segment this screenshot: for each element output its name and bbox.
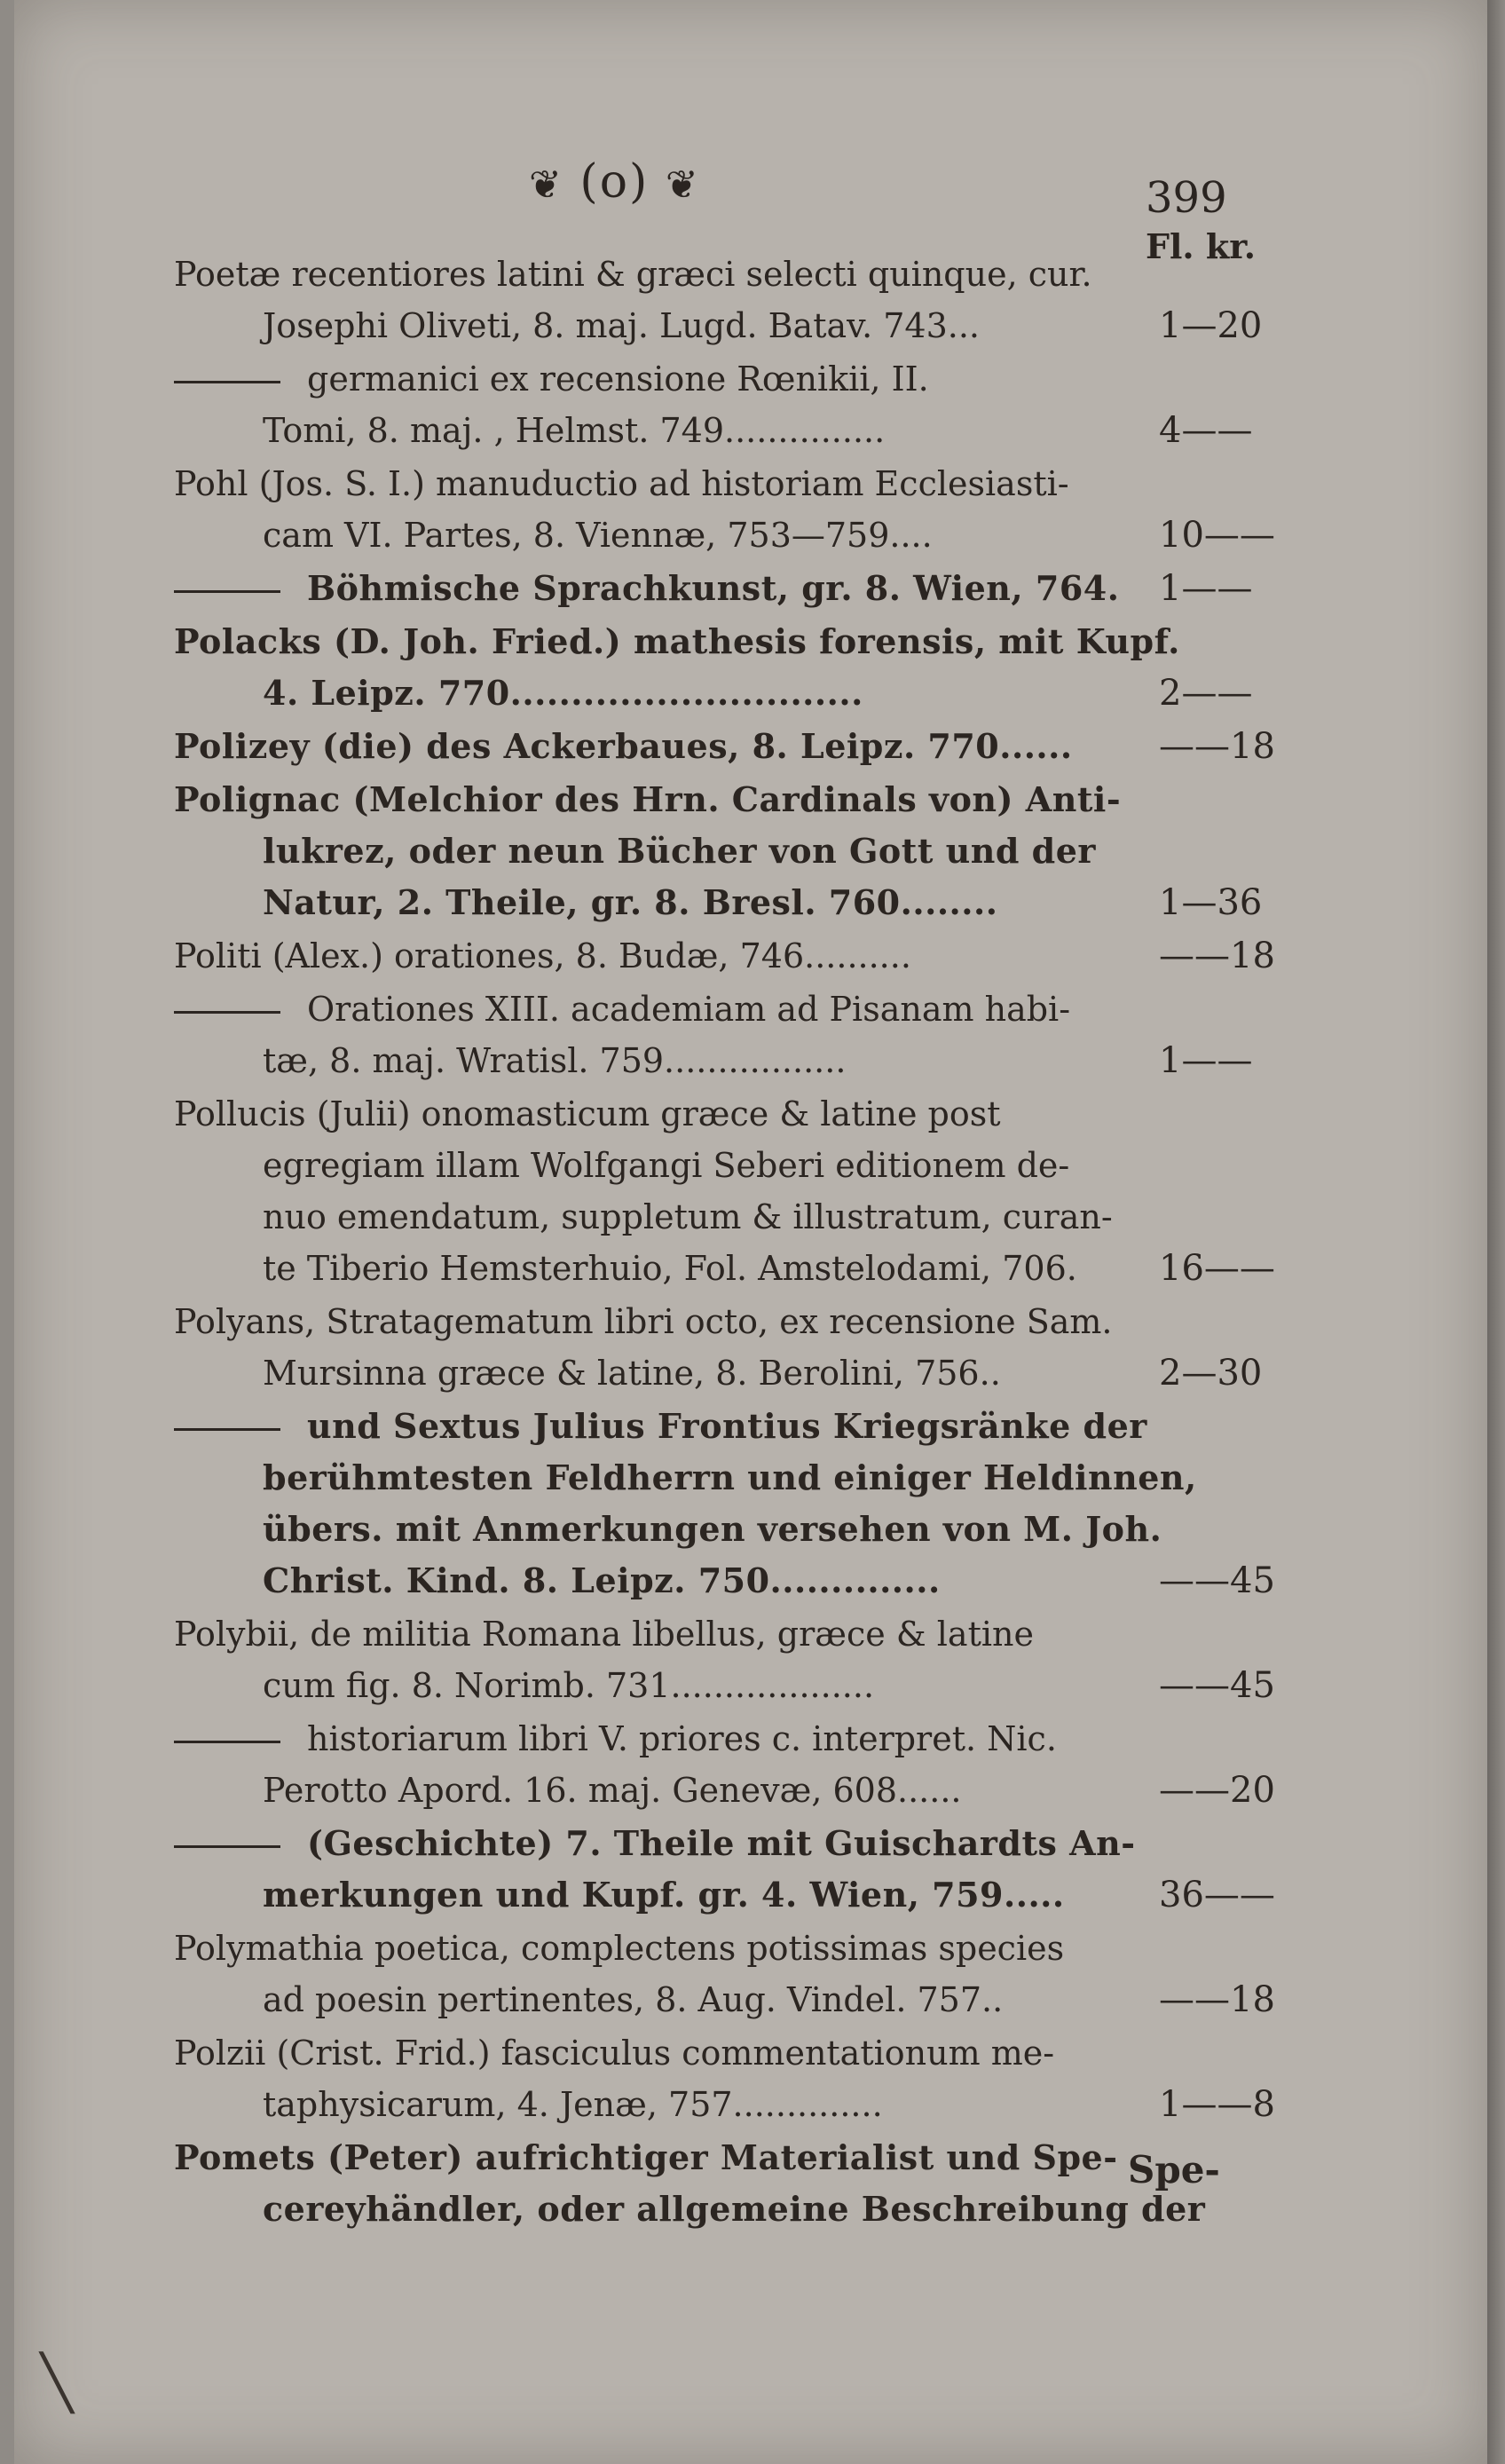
entry-line (174, 2027, 1292, 2079)
entry-price: 2—— (1159, 673, 1253, 714)
entry-line (174, 774, 1292, 825)
entry-line (174, 983, 1292, 1035)
entry-text: egregiam illam Wolfgangi Seberi editionem de- (263, 1146, 1070, 1185)
entry-line (174, 1869, 1292, 1921)
entry-line (174, 1243, 1292, 1294)
entry-text: Christ. Kind. 8. Leipz. 750.............. (263, 1560, 941, 1600)
entry-text: Orationes XIII. academiam ad Pisanam habi- (307, 990, 1071, 1029)
catalog-entry (174, 1818, 1292, 1921)
entry-line (174, 509, 1292, 561)
entry-line (174, 2079, 1292, 2130)
entry-text: Polybii, de militia Romana libellus, græce & latine (174, 1615, 1034, 1654)
entry-text: und Sextus Julius Frontius Kriegsränke der (307, 1406, 1147, 1446)
catalog-entry (174, 1608, 1292, 1711)
entry-line (174, 1818, 1292, 1869)
entry-line (174, 1035, 1292, 1086)
entry-text: berühmtesten Feldherrn und einiger Heldinnen, (263, 1457, 1197, 1497)
entry-price: 1—36 (1159, 882, 1263, 923)
entry-text: lukrez, oder neun Bücher von Gott und der (263, 831, 1096, 871)
entry-line (174, 1401, 1292, 1452)
entry-price: ——45 (1159, 1665, 1275, 1706)
entry-line (174, 300, 1292, 351)
entry-line (174, 1923, 1292, 1974)
book-page (14, 0, 1487, 2464)
entry-line (174, 1608, 1292, 1660)
entry-text: germanici ex recensione Rœnikii, II. (307, 359, 929, 399)
entry-text: Böhmische Sprachkunst, gr. 8. Wien, 764. (307, 568, 1120, 608)
catalog-entry (174, 458, 1292, 561)
entry-line (174, 1088, 1292, 1140)
entry-line (174, 1347, 1292, 1399)
ditto-dash (174, 1011, 280, 1014)
entry-text: Pollucis (Julii) onomasticum græce & latine post (174, 1094, 1001, 1133)
entry-price: 1—— (1159, 1040, 1253, 1081)
entry-text: Pohl (Jos. S. I.) manuductio ad historiam Ecclesiasti- (174, 464, 1069, 503)
entry-line (174, 1660, 1292, 1711)
entry-line (174, 1296, 1292, 1347)
entry-price: 10—— (1159, 515, 1275, 556)
entry-text: te Tiberio Hemsterhuio, Fol. Amstelodami, 706. (263, 1249, 1077, 1288)
page-header (14, 146, 1487, 266)
catalog-entry (174, 1713, 1292, 1816)
entry-line (174, 930, 1292, 982)
entry-text: Polyans, Stratagematum libri octo, ex recensione Sam. (174, 1302, 1113, 1341)
entry-text: Polignac (Melchior des Hrn. Cardinals von) Anti- (174, 779, 1122, 819)
ornament-left-icon: ❦ (529, 162, 563, 208)
entry-text: Perotto Apord. 16. maj. Genevæ, 608...... (263, 1771, 962, 1810)
page-number: 399 (1146, 173, 1227, 223)
catalog-entry (174, 2027, 1292, 2130)
entry-line (174, 2132, 1292, 2184)
entry-text: cereyhändler, oder allgemeine Beschreibung der (263, 2189, 1206, 2229)
catalog-entries (174, 249, 1292, 2237)
entry-text: tæ, 8. maj. Wratisl. 759................. (263, 1041, 847, 1080)
entry-line (174, 1765, 1292, 1816)
margin-mark: ╲ (41, 2352, 74, 2414)
entry-line (174, 249, 1292, 300)
catalog-entry (174, 563, 1292, 614)
entry-price: ——20 (1159, 1770, 1275, 1811)
entry-price: ——18 (1159, 936, 1275, 976)
catalog-entry (174, 721, 1292, 772)
entry-line (174, 616, 1292, 667)
entry-text: cam VI. Partes, 8. Viennæ, 753—759.... (263, 516, 933, 555)
catalog-entry (174, 249, 1292, 351)
entry-price: ——45 (1159, 1560, 1275, 1601)
page-edge (1487, 0, 1505, 2464)
entry-text: Natur, 2. Theile, gr. 8. Bresl. 760........ (263, 882, 998, 922)
catalog-entry (174, 616, 1292, 719)
catalog-entry (174, 2132, 1292, 2235)
catalog-entry (174, 1401, 1292, 1607)
entry-text: 4. Leipz. 770............................. (263, 673, 863, 713)
entry-line (174, 1504, 1292, 1555)
entry-text: Pomets (Peter) aufrichtiger Materialist und Spe- (174, 2137, 1118, 2177)
catalog-entry (174, 1088, 1292, 1294)
entry-text: taphysicarum, 4. Jenæ, 757.............. (263, 2085, 883, 2124)
entry-text: Tomi, 8. maj. , Helmst. 749............... (263, 411, 886, 450)
entry-text: ad poesin pertinentes, 8. Aug. Vindel. 757.. (263, 1980, 1004, 2019)
entry-line (174, 353, 1292, 405)
catchword: Spe- (1128, 2148, 1220, 2192)
entry-text: merkungen und Kupf. gr. 4. Wien, 759..... (263, 1875, 1065, 1915)
ditto-dash (174, 1428, 280, 1431)
entry-line (174, 1974, 1292, 2026)
ditto-dash (174, 590, 280, 593)
entry-line (174, 2184, 1292, 2235)
entry-line (174, 721, 1292, 772)
entry-text: Polymathia poetica, complectens potissimas species (174, 1929, 1065, 1968)
entry-text: Politi (Alex.) orationes, 8. Budæ, 746.......... (174, 936, 911, 975)
entry-price: 16—— (1159, 1248, 1275, 1289)
catalog-entry (174, 1296, 1292, 1399)
entry-line (174, 667, 1292, 719)
ditto-dash (174, 1845, 280, 1848)
entry-text: Polacks (D. Joh. Fried.) mathesis forensis, mit Kupf. (174, 621, 1180, 661)
entry-text: (Geschichte) 7. Theile mit Guischardts An- (307, 1823, 1136, 1863)
entry-text: übers. mit Anmerkungen versehen von M. Joh. (263, 1509, 1162, 1549)
running-head-text: (o) (579, 155, 650, 209)
catalog-entry (174, 930, 1292, 982)
entry-text: Josephi Oliveti, 8. maj. Lugd. Batav. 743... (263, 306, 981, 345)
entry-line (174, 877, 1292, 928)
entry-line (174, 458, 1292, 509)
entry-price: 1—20 (1159, 305, 1263, 346)
entry-text: Polizey (die) des Ackerbaues, 8. Leipz. 770...... (174, 726, 1073, 766)
entry-text: nuo emendatum, suppletum & illustratum, curan- (263, 1197, 1113, 1236)
entry-price: 4—— (1159, 410, 1253, 451)
entry-line (174, 1140, 1292, 1191)
entry-price: 36—— (1159, 1875, 1275, 1915)
ditto-dash (174, 381, 280, 383)
entry-text: Poetæ recentiores latini & græci selecti quinque, cur. (174, 255, 1092, 294)
ornament-right-icon: ❦ (665, 162, 700, 208)
entry-text: cum fig. 8. Norimb. 731................... (263, 1666, 875, 1705)
catalog-entry (174, 1923, 1292, 2026)
entry-price: 2—30 (1159, 1353, 1263, 1394)
running-head (529, 155, 700, 209)
entry-line (174, 825, 1292, 877)
catalog-entry (174, 774, 1292, 928)
catalog-entry (174, 983, 1292, 1086)
entry-price: 1——8 (1159, 2084, 1275, 2125)
entry-price: 1—— (1159, 568, 1253, 609)
entry-line (174, 405, 1292, 456)
entry-text: Polzii (Crist. Frid.) fasciculus commentationum me- (174, 2034, 1055, 2073)
entry-line (174, 1191, 1292, 1243)
ditto-dash (174, 1741, 280, 1743)
currency-header: Fl. kr. (1146, 226, 1256, 266)
entry-line (174, 1713, 1292, 1765)
entry-line (174, 1555, 1292, 1607)
entry-price: ——18 (1159, 726, 1275, 767)
entry-line (174, 1452, 1292, 1504)
entry-line (174, 563, 1292, 614)
entry-price: ——18 (1159, 1979, 1275, 2020)
catalog-entry (174, 353, 1292, 456)
entry-text: Mursinna græce & latine, 8. Berolini, 756.. (263, 1354, 1001, 1393)
entry-text: historiarum libri V. priores c. interpret. Nic. (307, 1719, 1057, 1758)
